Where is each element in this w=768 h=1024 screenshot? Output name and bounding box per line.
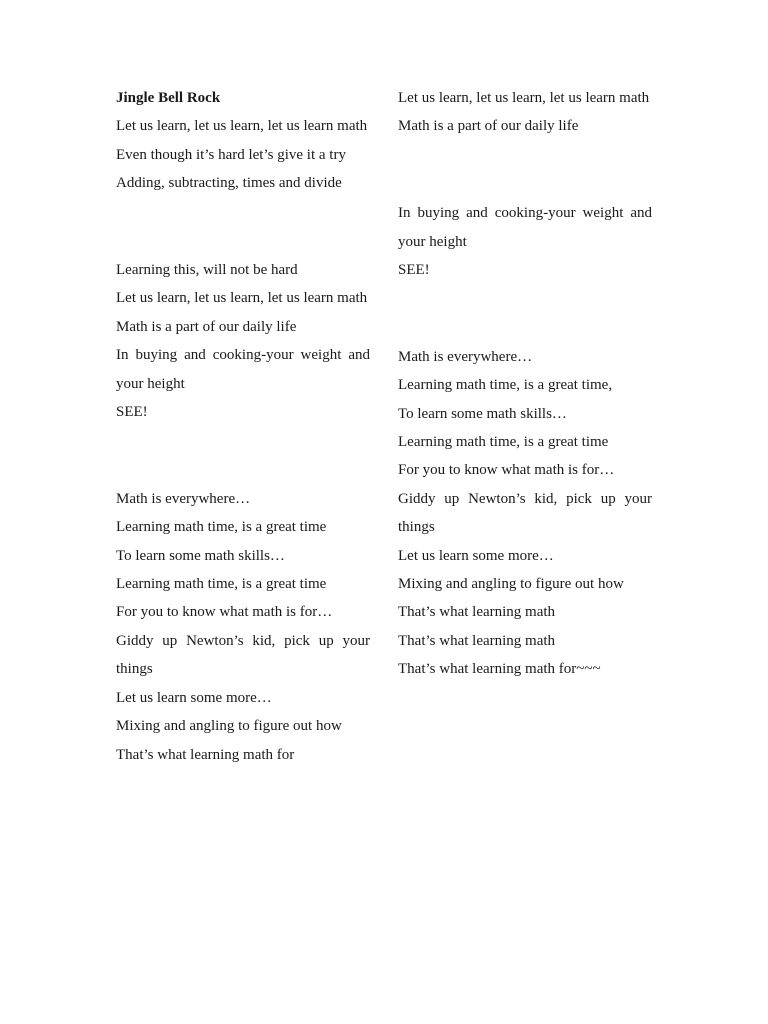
lyric-line: To learn some math skills… xyxy=(116,547,285,564)
lyric-line: Adding, subtracting, times and divide xyxy=(116,175,342,192)
lyric-line: Learning math time, is a great time xyxy=(398,434,609,451)
lyric-line: Giddy up Newton’s kid, pick up your things xyxy=(398,490,652,536)
lyric-line: Learning this, will not be hard xyxy=(116,262,298,279)
lyric-line: SEE! xyxy=(398,262,430,279)
lyric-line: Giddy up Newton’s kid, pick up your things xyxy=(116,632,370,678)
lyric-line: Let us learn, let us learn, let us learn math xyxy=(116,118,368,135)
lyric-line: Let us learn some more… xyxy=(116,689,272,706)
lyric-line: Math is everywhere… xyxy=(398,348,533,365)
right-lyrics-lines xyxy=(398,84,652,684)
lyric-line: Mixing and angling to figure out how xyxy=(116,718,342,735)
lyric-line: SEE! xyxy=(116,404,148,421)
stanza-break xyxy=(116,441,370,469)
lyric-line: That’s what learning math xyxy=(398,604,556,621)
lyric-line: In buying and cooking-your weight and your height xyxy=(116,347,370,392)
left-lyrics-lines xyxy=(116,112,370,769)
song-title: Jingle Bell Rock xyxy=(116,90,221,106)
lyric-line: Math is everywhere… xyxy=(116,490,251,507)
lyric-line: Let us learn, let us learn, let us learn math xyxy=(116,290,368,307)
lyric-line: Learning math time, is a great time, xyxy=(398,377,613,394)
lyric-line: Let us learn some more… xyxy=(398,547,554,564)
lyric-line: Let us learn, let us learn, let us learn math xyxy=(398,90,650,106)
lyric-line: For you to know what math is for… xyxy=(398,462,615,479)
lyrics-left-column xyxy=(116,84,370,769)
lyric-line: Math is a part of our daily life xyxy=(398,118,579,135)
lyric-line: To learn some math skills… xyxy=(398,405,567,422)
lyric-line: Math is a part of our daily life xyxy=(116,318,297,335)
lyric-line: Even though it’s hard let’s give it a try xyxy=(116,146,346,163)
lyric-line: In buying and cooking-your weight and your height xyxy=(398,205,652,250)
stanza-break xyxy=(398,299,652,327)
lyric-line: That’s what learning math for xyxy=(116,746,295,763)
lyrics-right-column xyxy=(398,84,652,684)
stanza-break xyxy=(116,213,370,241)
lyric-line: That’s what learning math xyxy=(398,632,556,649)
lyric-line: That’s what learning math for~~~ xyxy=(398,661,601,678)
lyric-line: Learning math time, is a great time xyxy=(116,519,327,536)
lyric-line: For you to know what math is for… xyxy=(116,604,333,621)
lyric-line: Mixing and angling to figure out how xyxy=(398,576,624,593)
stanza-break xyxy=(398,156,652,184)
lyric-line: Learning math time, is a great time xyxy=(116,576,327,593)
